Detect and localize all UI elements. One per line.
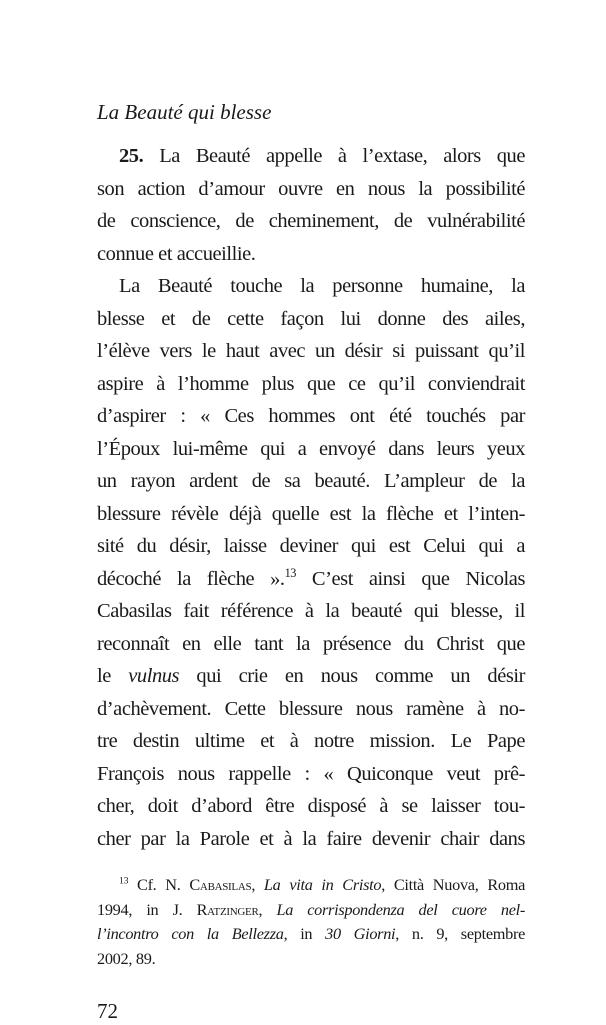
text-span: , Città Nuova, Roma bbox=[381, 875, 526, 894]
body-line bbox=[97, 140, 525, 173]
text-span: , bbox=[251, 875, 264, 894]
footnote-line bbox=[97, 922, 525, 947]
text-span: vulnus bbox=[128, 665, 180, 687]
footnote-ref: 13 bbox=[284, 565, 296, 580]
body-line bbox=[97, 205, 525, 238]
text-span: qui crie en nous comme un désir bbox=[179, 665, 525, 687]
body-line bbox=[97, 400, 525, 433]
text-span: l’Époux lui-même qui a envoyé dans leurs yeux bbox=[97, 437, 525, 460]
text-span: Cf. N. bbox=[128, 875, 190, 894]
running-head: La Beauté qui blesse bbox=[97, 100, 272, 124]
text-span: d’aspirer : « Ces hommes ont été touchés par bbox=[97, 405, 525, 427]
text-span: le bbox=[97, 665, 129, 687]
text-span: C’est ainsi que Nicolas bbox=[295, 567, 525, 590]
body-text bbox=[97, 140, 525, 855]
body-line bbox=[97, 823, 525, 856]
text-span: , bbox=[258, 899, 277, 919]
body-line bbox=[97, 595, 525, 628]
body-line bbox=[97, 303, 525, 336]
text-span: 2002, 89. bbox=[97, 948, 156, 968]
text-span: décoché la flèche ». bbox=[97, 567, 285, 590]
footnote-line bbox=[97, 947, 525, 972]
body-line bbox=[97, 433, 525, 466]
body-line bbox=[97, 660, 525, 693]
text-span: blessure révèle déjà quelle est la flèche et l’inten- bbox=[97, 502, 525, 525]
text-span: 30 Giorni bbox=[325, 924, 396, 943]
text-span: François nous rappelle : « Quiconque veut prê- bbox=[97, 762, 525, 785]
body-line bbox=[97, 465, 525, 498]
body-line bbox=[97, 270, 525, 303]
body-line bbox=[97, 368, 525, 401]
text-span: La Beauté appelle à l’extase, alors que bbox=[143, 145, 525, 167]
text-span: , in bbox=[283, 924, 326, 943]
text-span: de conscience, de cheminement, de vulnérabilité bbox=[97, 210, 525, 232]
text-span: connue et accueillie. bbox=[97, 242, 256, 265]
text-span: d’achèvement. Cette blessure nous ramène à no- bbox=[97, 697, 525, 720]
text-span: un rayon ardent de sa beauté. L’ampleur de la bbox=[97, 470, 525, 492]
body-line bbox=[97, 790, 525, 823]
text-span: reconnaît en elle tant la présence du Christ que bbox=[97, 632, 525, 655]
footnote-line bbox=[97, 873, 525, 898]
text-span: La corrispondenza del cuore nel- bbox=[276, 899, 525, 919]
text-span: La vita in Cristo bbox=[263, 875, 382, 894]
text-span: cher par la Parole et à la faire devenir chair dans bbox=[97, 827, 525, 850]
text-span: aspire à l’homme plus que ce qu’il conviendrait bbox=[97, 372, 525, 395]
body-line bbox=[97, 335, 525, 368]
text-span: 1994, in J. bbox=[97, 899, 197, 919]
body-line bbox=[97, 498, 525, 531]
text-span: , n. 9, septembre bbox=[395, 924, 525, 943]
text-span: tre destin ultime et à notre mission. Le Pape bbox=[97, 730, 525, 752]
text-span: son action d’amour ouvre en nous la possibilité bbox=[97, 177, 525, 200]
body-line bbox=[97, 530, 525, 563]
text-span: blesse et de cette façon lui donne des ailes, bbox=[97, 307, 525, 330]
body-line bbox=[97, 238, 525, 271]
text-span: sité du désir, laisse deviner qui est Celui qui a bbox=[97, 535, 525, 557]
text-span: cher, doit d’abord être disposé à se laisser tou- bbox=[97, 795, 525, 817]
text-span: Cabasilas bbox=[189, 875, 252, 894]
text-span: 25. bbox=[119, 145, 144, 167]
body-line bbox=[97, 725, 525, 758]
footnote-ref: 13 bbox=[119, 875, 129, 887]
footnotes bbox=[97, 873, 525, 971]
text-span: Cabasilas fait référence à la beauté qui blesse, il bbox=[97, 600, 525, 622]
body-line bbox=[97, 628, 525, 661]
text-span: Ratzinger bbox=[196, 899, 259, 919]
body-line bbox=[97, 758, 525, 791]
page-number: 72 bbox=[97, 999, 118, 1023]
body-line bbox=[97, 693, 525, 726]
text-span: La Beauté touche la personne humaine, la bbox=[119, 275, 525, 297]
text-span: l’élève vers le haut avec un désir si puissant qu’il bbox=[97, 340, 525, 362]
footnote-line bbox=[97, 898, 525, 923]
text-span: l’incontro con la Bellezza bbox=[97, 924, 284, 943]
body-line bbox=[97, 563, 525, 596]
body-line bbox=[97, 173, 525, 206]
